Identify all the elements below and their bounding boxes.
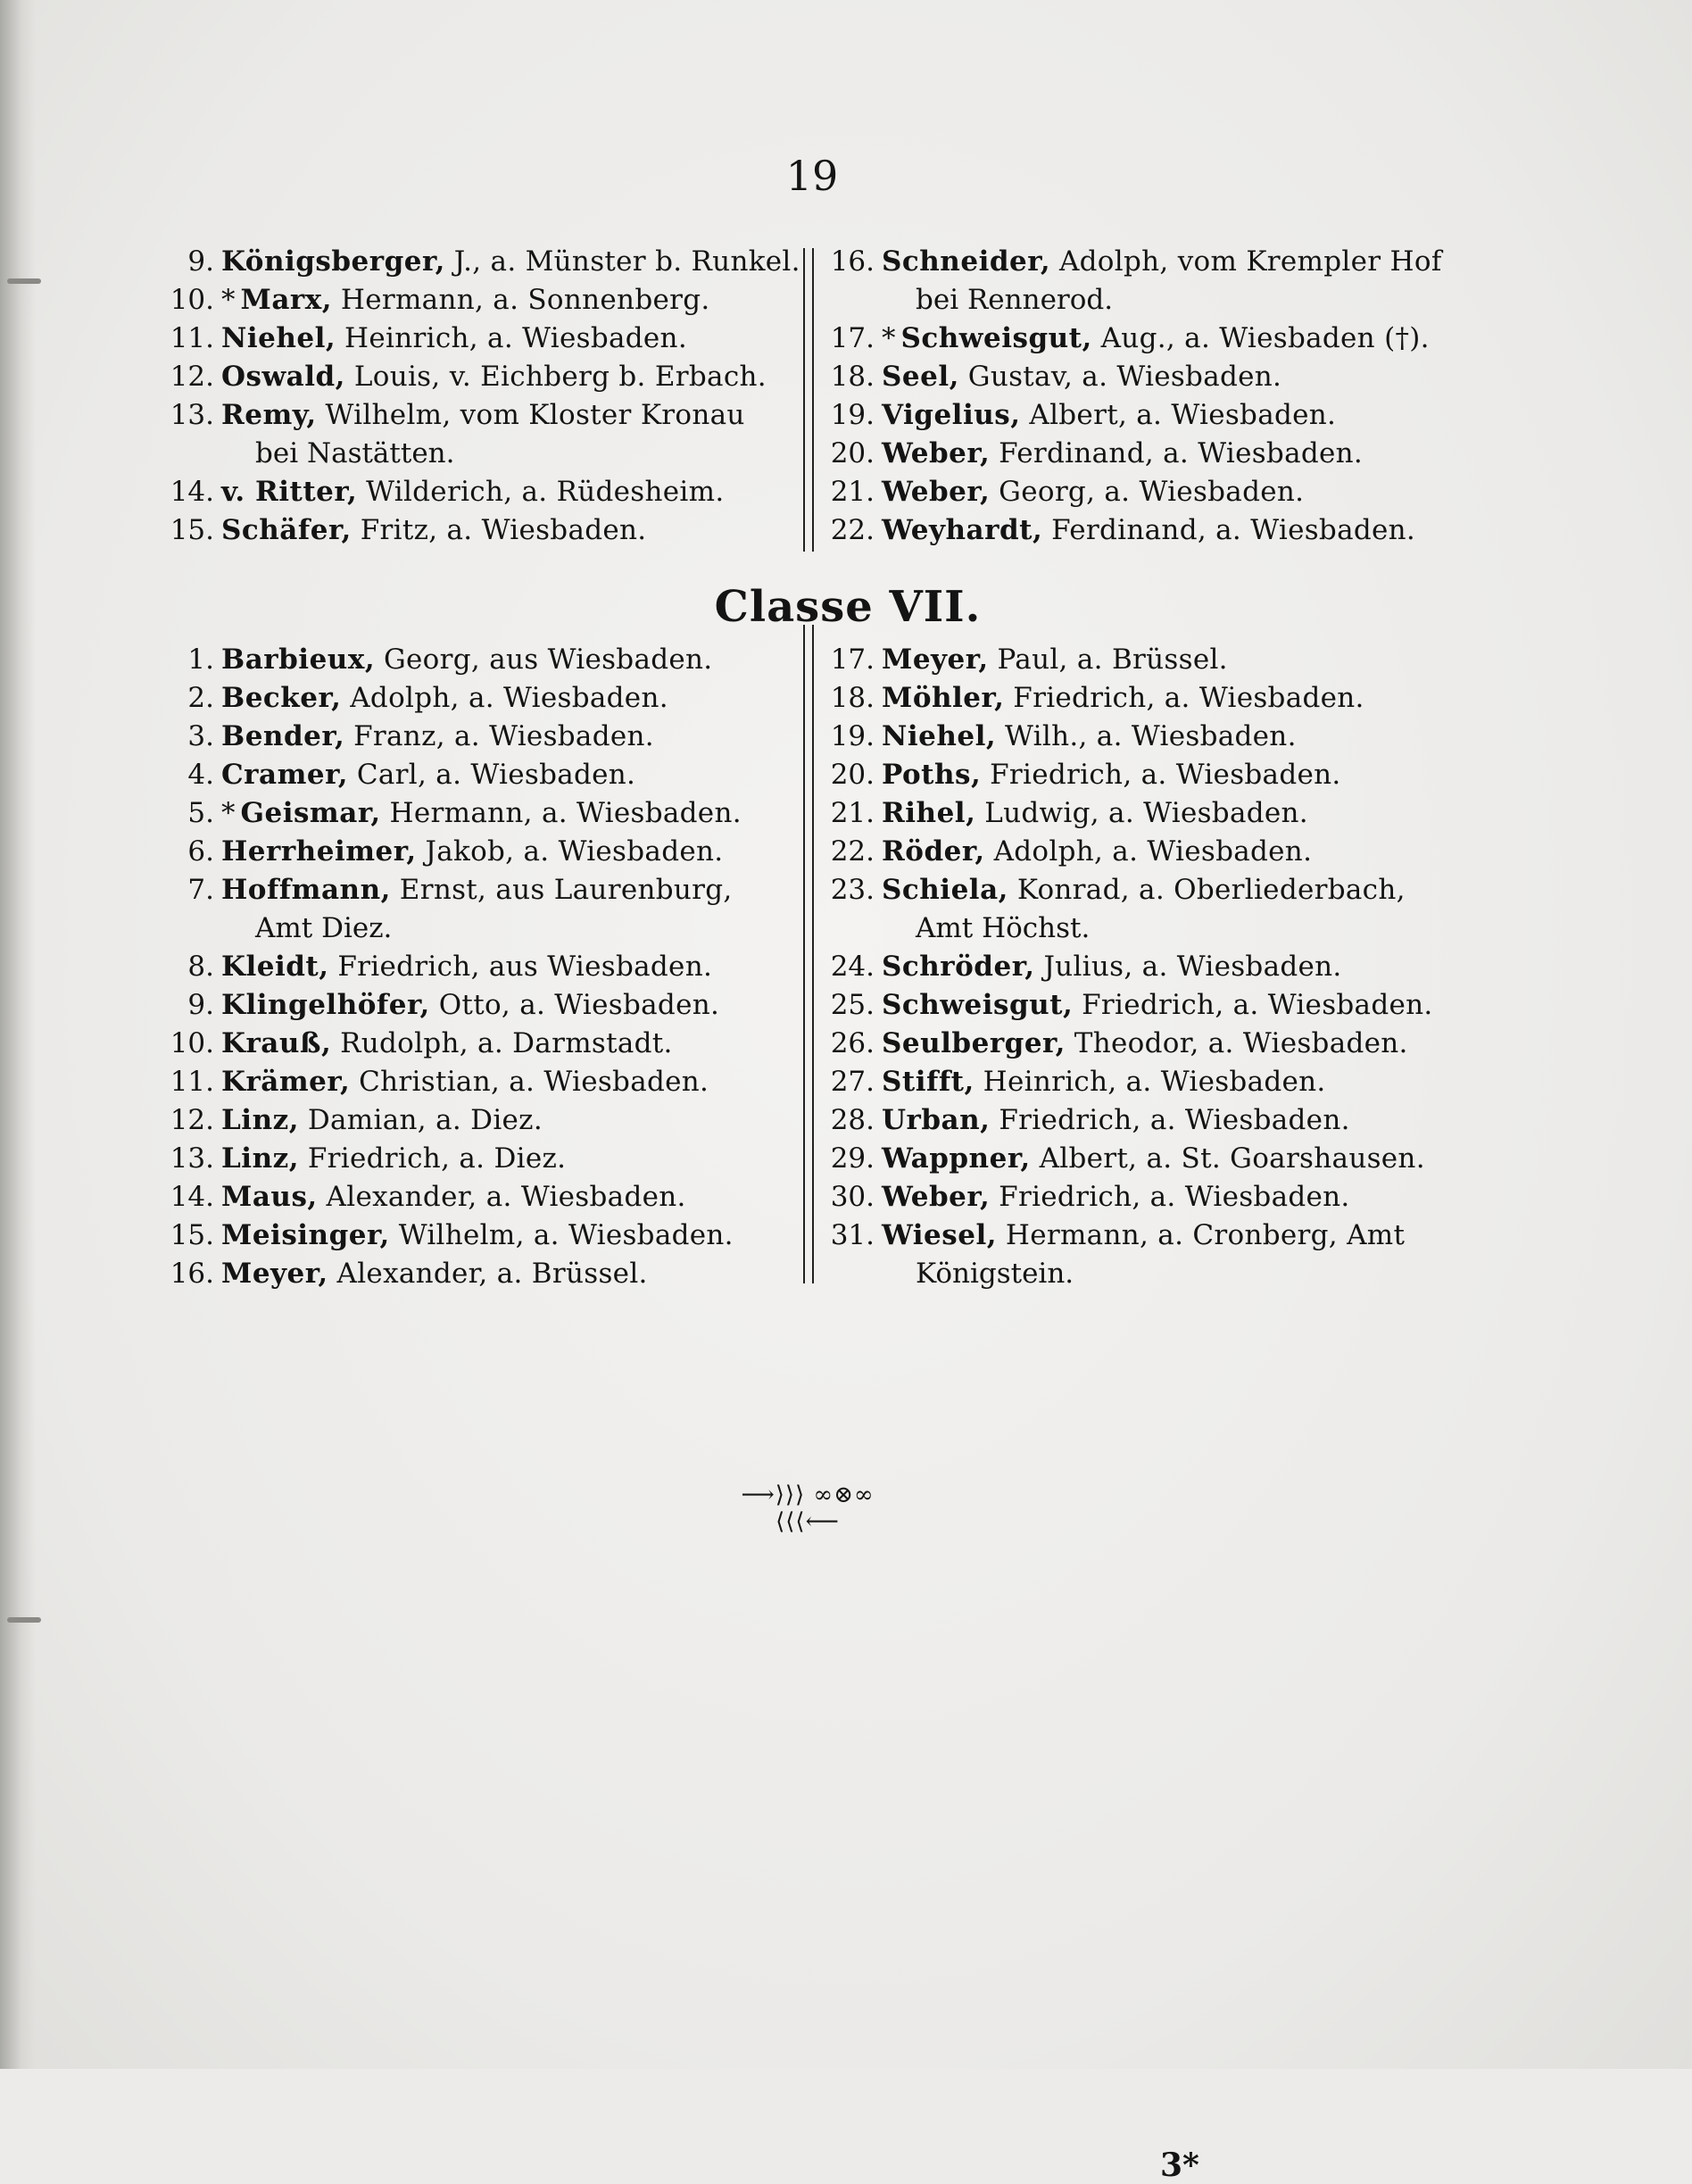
entry-details: Ferdinand, a. Wiesbaden. <box>1051 514 1416 546</box>
entry-surname: Bender, <box>221 720 345 752</box>
entry-surname: Möhler, <box>882 682 1005 714</box>
entry-number: 20. <box>830 759 875 791</box>
list-entry <box>819 435 1435 473</box>
list-entry <box>819 1140 1435 1178</box>
entry-details: Friedrich, a. Wiesbaden. <box>1082 989 1433 1021</box>
entry-details: Franz, a. Wiesbaden. <box>353 720 654 752</box>
entry-surname: Niehel, <box>221 322 336 354</box>
list-entry <box>819 679 1435 718</box>
list-entry <box>159 948 775 986</box>
entry-details: Georg, a. Wiesbaden. <box>999 476 1305 508</box>
entry-surname: Schweisgut, <box>882 989 1074 1021</box>
entry-details: Heinrich, a. Wiesbaden. <box>983 1066 1326 1098</box>
entry-continuation <box>819 281 1435 320</box>
entry-number: 28. <box>830 1104 875 1136</box>
entry-surname: Urban, <box>882 1104 991 1136</box>
list-entry <box>159 718 775 756</box>
entry-continuation <box>819 909 1435 948</box>
list-entry <box>159 641 775 679</box>
list-entry <box>159 756 775 794</box>
list-entry <box>159 1140 775 1178</box>
entry-surname: Röder, <box>882 835 985 868</box>
entry-surname: Hoffmann, <box>221 874 391 906</box>
list-entry <box>819 1217 1435 1255</box>
list-entry <box>819 986 1435 1025</box>
entry-number: 7. <box>187 874 214 906</box>
entry-surname: Becker, <box>221 682 342 714</box>
entry-star-mark: * <box>882 322 896 354</box>
entry-surname: Oswald, <box>221 361 345 393</box>
list-entry <box>819 794 1435 833</box>
entry-number: 11. <box>170 1066 214 1098</box>
column-divider <box>803 248 814 552</box>
entry-details: Gustav, a. Wiesbaden. <box>967 361 1282 393</box>
entry-surname: Niehel, <box>882 720 997 752</box>
entry-number: 8. <box>187 951 214 983</box>
list-entry <box>159 320 775 358</box>
entry-number: 14. <box>170 1181 214 1213</box>
list-entry <box>159 511 775 550</box>
list-entry <box>159 986 775 1025</box>
entry-number: 23. <box>830 874 875 906</box>
entry-surname: Vigelius, <box>882 399 1021 431</box>
list-entry <box>819 243 1442 281</box>
entry-surname: Poths, <box>882 759 982 791</box>
entry-number: 1. <box>187 644 214 676</box>
entry-continuation-text: bei Rennerod. <box>916 284 1114 316</box>
entry-details: Ludwig, a. Wiesbaden. <box>984 797 1308 829</box>
entry-number: 10. <box>170 284 214 316</box>
entry-number: 6. <box>187 835 214 868</box>
entry-details: Ernst, aus Laurenburg, <box>399 874 733 906</box>
entry-details: Wilderich, a. Rüdesheim. <box>366 476 725 508</box>
entry-surname: Linz, <box>221 1142 300 1175</box>
entry-details: Alexander, a. Wiesbaden. <box>326 1181 686 1213</box>
list-entry <box>159 243 800 281</box>
list-entry <box>159 358 775 396</box>
entry-number: 16. <box>830 245 875 278</box>
entry-surname: Rihel, <box>882 797 976 829</box>
entry-surname: Schneider, <box>882 245 1051 278</box>
list-entry <box>819 1101 1435 1140</box>
entry-details: Alexander, a. Brüssel. <box>336 1258 648 1290</box>
entry-number: 27. <box>830 1066 875 1098</box>
entry-details: Paul, a. Brüssel. <box>997 644 1228 676</box>
list-entry <box>159 833 775 871</box>
entry-details: Hermann, a. Wiesbaden. <box>389 797 742 829</box>
list-entry <box>819 1178 1435 1217</box>
entry-details: Carl, a. Wiesbaden. <box>356 759 636 791</box>
entry-number: 30. <box>830 1181 875 1213</box>
entry-number: 5. <box>187 797 214 829</box>
entry-surname: Herrheimer, <box>221 835 417 868</box>
entry-details: Friedrich, a. Diez. <box>307 1142 567 1175</box>
entry-number: 16. <box>170 1258 214 1290</box>
list-entry <box>819 756 1435 794</box>
entry-surname: Linz, <box>221 1104 300 1136</box>
entry-surname: Meisinger, <box>221 1219 390 1251</box>
list-entry <box>159 871 775 909</box>
entry-surname: Barbieux, <box>221 644 376 676</box>
entry-details: Hermann, a. Sonnenberg. <box>340 284 710 316</box>
entry-surname: v. Ritter, <box>221 476 358 508</box>
list-entry <box>159 1178 775 1217</box>
list-entry <box>819 1063 1435 1101</box>
entry-details: Heinrich, a. Wiesbaden. <box>344 322 687 354</box>
entry-surname: Weyhardt, <box>882 514 1043 546</box>
entry-surname: Wappner, <box>882 1142 1031 1175</box>
list-entry <box>159 794 775 833</box>
entry-surname: Remy, <box>221 399 317 431</box>
binding-pin <box>7 278 41 284</box>
ornament-rule: ⟶⟩⟩⟩ ∞⊗∞ ⟨⟨⟨⟵ <box>741 1482 875 1535</box>
entry-details: Friedrich, a. Wiesbaden. <box>990 759 1341 791</box>
page-number: 19 <box>785 152 839 200</box>
spine-shadow <box>0 0 36 2069</box>
list-entry <box>819 833 1435 871</box>
list-entry <box>819 320 1435 358</box>
entry-details: Georg, aus Wiesbaden. <box>383 644 713 676</box>
entry-number: 2. <box>187 682 214 714</box>
binding-pin <box>7 1617 41 1623</box>
list-entry <box>159 1101 775 1140</box>
entry-number: 21. <box>830 797 875 829</box>
entry-details: Julius, a. Wiesbaden. <box>1043 951 1342 983</box>
list-entry <box>819 871 1435 909</box>
entry-surname: Maus, <box>221 1181 318 1213</box>
entry-continuation-text: Amt Diez. <box>255 912 393 944</box>
class-heading: Classe VII. <box>714 582 982 632</box>
entry-details: Friedrich, aus Wiesbaden. <box>337 951 713 983</box>
list-entry <box>159 473 775 511</box>
entry-surname: Meyer, <box>221 1258 328 1290</box>
list-entry <box>159 1025 775 1063</box>
entry-continuation <box>819 1255 1435 1293</box>
entry-surname: Wiesel, <box>882 1219 998 1251</box>
entry-number: 18. <box>830 361 875 393</box>
entry-number: 19. <box>830 720 875 752</box>
list-entry <box>159 1255 775 1293</box>
entry-number: 13. <box>170 399 214 431</box>
section2-left-column <box>159 641 775 1293</box>
section1-right-column <box>819 243 1442 550</box>
list-entry <box>159 1063 775 1101</box>
entry-number: 17. <box>830 644 875 676</box>
entry-details: Wilhelm, a. Wiesbaden. <box>398 1219 734 1251</box>
entry-number: 19. <box>830 399 875 431</box>
list-entry <box>159 1217 775 1255</box>
list-entry <box>819 718 1435 756</box>
list-entry <box>159 679 775 718</box>
entry-star-mark: * <box>221 284 236 316</box>
list-entry <box>819 641 1435 679</box>
entry-number: 9. <box>187 989 214 1021</box>
list-entry <box>819 948 1435 986</box>
entry-surname: Meyer, <box>882 644 989 676</box>
entry-number: 26. <box>830 1027 875 1059</box>
entry-details: Otto, a. Wiesbaden. <box>438 989 720 1021</box>
entry-surname: Schiela, <box>882 874 1008 906</box>
entry-number: 18. <box>830 682 875 714</box>
section2-right-column <box>819 641 1435 1293</box>
entry-surname: Krämer, <box>221 1066 351 1098</box>
entry-details: Albert, a. Wiesbaden. <box>1029 399 1337 431</box>
entry-number: 14. <box>170 476 214 508</box>
entry-details: Adolph, vom Krempler Hof <box>1058 245 1442 278</box>
entry-surname: Krauß, <box>221 1027 332 1059</box>
entry-surname: Marx, <box>240 284 333 316</box>
entry-number: 22. <box>830 835 875 868</box>
entry-surname: Seel, <box>882 361 959 393</box>
entry-number: 12. <box>170 361 214 393</box>
entry-number: 15. <box>170 514 214 546</box>
entry-details: Friedrich, a. Wiesbaden. <box>999 1181 1350 1213</box>
entry-surname: Schröder, <box>882 951 1035 983</box>
entry-details: Aug., a. Wiesbaden (†). <box>1100 322 1430 354</box>
section1-left-column <box>159 243 800 550</box>
entry-details: Louis, v. Eichberg b. Erbach. <box>353 361 767 393</box>
entry-surname: Klingelhöfer, <box>221 989 430 1021</box>
entry-details: Damian, a. Diez. <box>307 1104 543 1136</box>
list-entry <box>819 511 1435 550</box>
entry-number: 15. <box>170 1219 214 1251</box>
entry-surname: Kleidt, <box>221 951 329 983</box>
entry-star-mark: * <box>221 797 236 829</box>
entry-details: Albert, a. St. Goarshausen. <box>1039 1142 1425 1175</box>
entry-details: Adolph, a. Wiesbaden. <box>993 835 1313 868</box>
entry-details: Adolph, a. Wiesbaden. <box>350 682 668 714</box>
entry-details: Rudolph, a. Darmstadt. <box>340 1027 673 1059</box>
entry-number: 22. <box>830 514 875 546</box>
entry-surname: Königsberger, <box>221 245 445 278</box>
entry-number: 12. <box>170 1104 214 1136</box>
entry-details: Jakob, a. Wiesbaden. <box>425 835 724 868</box>
entry-details: Wilh., a. Wiesbaden. <box>1005 720 1297 752</box>
entry-details: Theodor, a. Wiesbaden. <box>1074 1027 1408 1059</box>
entry-surname: Schäfer, <box>221 514 352 546</box>
entry-details: Friedrich, a. Wiesbaden. <box>999 1104 1350 1136</box>
list-entry <box>819 1025 1435 1063</box>
entry-surname: Weber, <box>882 437 991 469</box>
entry-number: 31. <box>830 1219 875 1251</box>
entry-surname: Weber, <box>882 476 991 508</box>
entry-number: 21. <box>830 476 875 508</box>
entry-surname: Stifft, <box>882 1066 975 1098</box>
entry-details: Ferdinand, a. Wiesbaden. <box>999 437 1364 469</box>
entry-number: 11. <box>170 322 214 354</box>
entry-continuation-text: Königstein. <box>916 1258 1074 1290</box>
column-divider <box>803 625 814 1283</box>
entry-surname: Schweisgut, <box>900 322 1092 354</box>
list-entry <box>159 396 775 435</box>
list-entry <box>819 358 1435 396</box>
entry-number: 20. <box>830 437 875 469</box>
entry-surname: Seulberger, <box>882 1027 1066 1059</box>
entry-continuation <box>159 435 775 473</box>
entry-number: 13. <box>170 1142 214 1175</box>
entry-surname: Geismar, <box>240 797 381 829</box>
entry-number: 9. <box>187 245 214 278</box>
entry-details: Hermann, a. Cronberg, Amt <box>1005 1219 1406 1251</box>
entry-details: Wilhelm, vom Kloster Kronau <box>325 399 745 431</box>
entry-number: 3. <box>187 720 214 752</box>
entry-details: Fritz, a. Wiesbaden. <box>360 514 647 546</box>
entry-continuation <box>159 909 775 948</box>
entry-surname: Cramer, <box>221 759 348 791</box>
signature-mark: 3* <box>1160 2147 1199 2184</box>
entry-details: Christian, a. Wiesbaden. <box>359 1066 709 1098</box>
entry-details: Friedrich, a. Wiesbaden. <box>1013 682 1364 714</box>
entry-details: Konrad, a. Oberliederbach, <box>1016 874 1406 906</box>
entry-continuation-text: Amt Höchst. <box>916 912 1091 944</box>
entry-continuation-text: bei Nastätten. <box>255 437 455 469</box>
entry-number: 17. <box>830 322 875 354</box>
list-entry <box>819 473 1435 511</box>
entry-details: J., a. Münster b. Runkel. <box>453 245 800 278</box>
list-entry <box>819 396 1435 435</box>
entry-number: 4. <box>187 759 214 791</box>
entry-surname: Weber, <box>882 1181 991 1213</box>
entry-number: 24. <box>830 951 875 983</box>
entry-number: 10. <box>170 1027 214 1059</box>
list-entry <box>159 281 775 320</box>
entry-number: 29. <box>830 1142 875 1175</box>
entry-number: 25. <box>830 989 875 1021</box>
